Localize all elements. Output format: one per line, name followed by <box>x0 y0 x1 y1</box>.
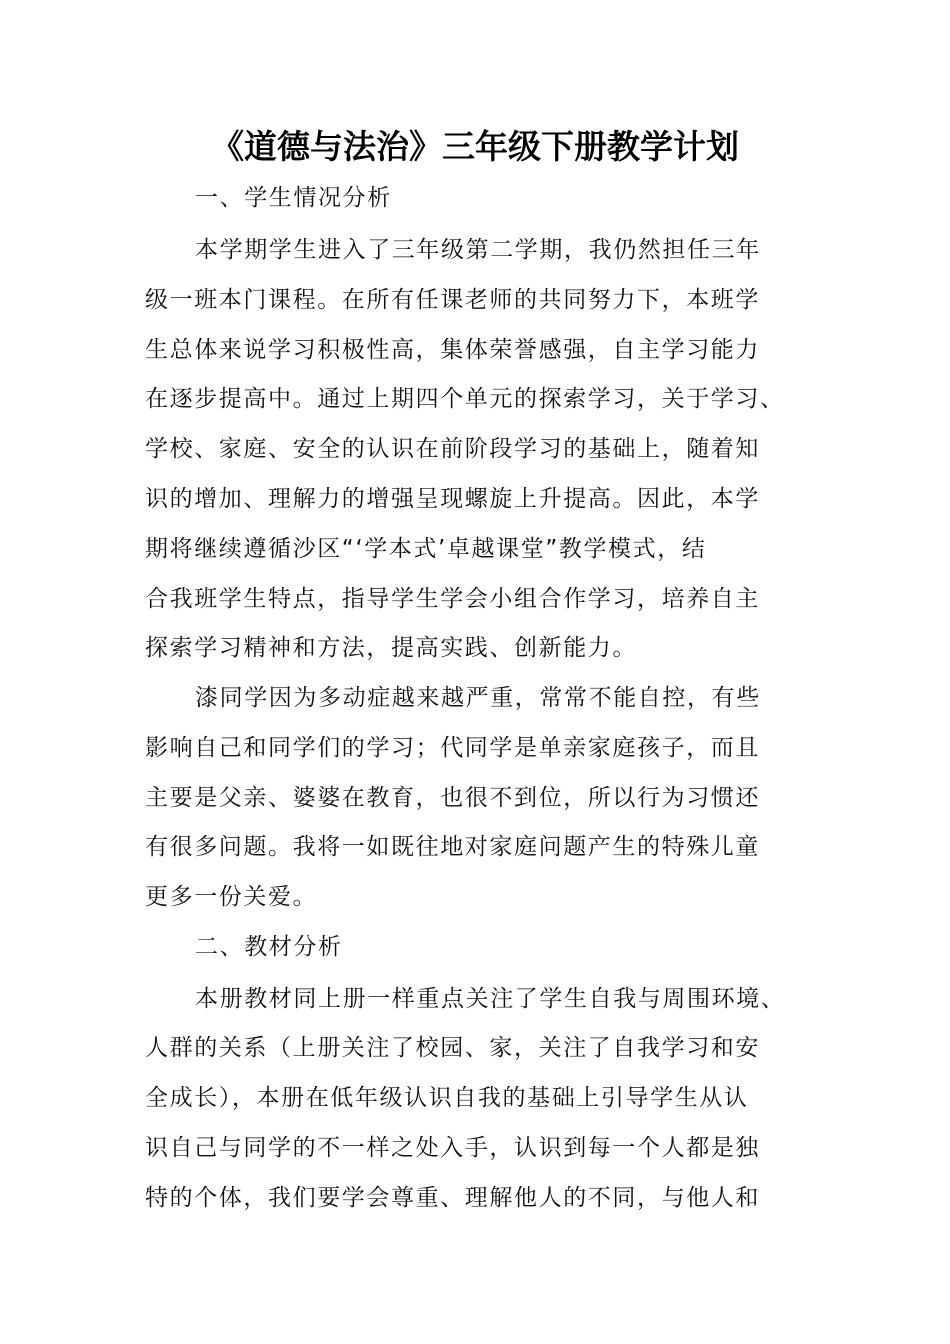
paragraph-line: 全成长），本册在低年级认识自我的基础上引导学生从认 <box>145 1085 749 1111</box>
paragraph-line: 有很多问题。我将一如既往地对家庭问题产生的特殊儿童 <box>145 834 760 860</box>
paragraph-line: 更多一份关爱。 <box>145 884 318 910</box>
paragraph-line: 识自己与同学的不一样之处入手，认识到每一个人都是独 <box>145 1135 760 1161</box>
paragraph-line: 期将继续遵循沙区“‘学本式’卓越课堂”教学模式，结 <box>145 536 707 562</box>
section-heading-student-analysis: 一、学生情况分析 <box>195 185 392 211</box>
section-heading-textbook-analysis: 二、教材分析 <box>195 934 343 960</box>
paragraph-line: 在逐步提高中。通过上期四个单元的探索学习，关于学习、 <box>145 386 785 412</box>
paragraph-line: 探索学习精神和方法，提高实践、创新能力。 <box>145 635 637 661</box>
paragraph-line: 合我班学生特点，指导学生学会小组合作学习，培养自主 <box>145 586 760 612</box>
paragraph-line: 影响自己和同学们的学习；代同学是单亲家庭孩子，而且 <box>145 735 760 761</box>
paragraph-line: 特的个体，我们要学会尊重、理解他人的不同，与他人和 <box>145 1185 760 1211</box>
paragraph-line: 人群的关系（上册关注了校园、家，关注了自我学习和安 <box>145 1035 760 1061</box>
paragraph-line: 主要是父亲、婆婆在教育，也很不到位，所以行为习惯还 <box>145 785 760 811</box>
paragraph-line: 识的增加、理解力的增强呈现螺旋上升提高。因此，本学 <box>145 486 760 512</box>
paragraph-line: 学校、家庭、安全的认识在前阶段学习的基础上，随着知 <box>145 436 760 462</box>
document-title: 《道德与法治》三年级下册教学计划 <box>211 127 739 166</box>
paragraph-line: 本学期学生进入了三年级第二学期，我仍然担任三年 <box>195 237 761 263</box>
paragraph-line: 生总体来说学习积极性高，集体荣誉感强，自主学习能力 <box>145 337 760 363</box>
paragraph-line: 漆同学因为多动症越来越严重，常常不能自控，有些 <box>195 685 761 711</box>
paragraph-line: 级一班本门课程。在所有任课老师的共同努力下，本班学 <box>145 287 760 313</box>
paragraph-line: 本册教材同上册一样重点关注了学生自我与周围环境、 <box>195 986 786 1012</box>
